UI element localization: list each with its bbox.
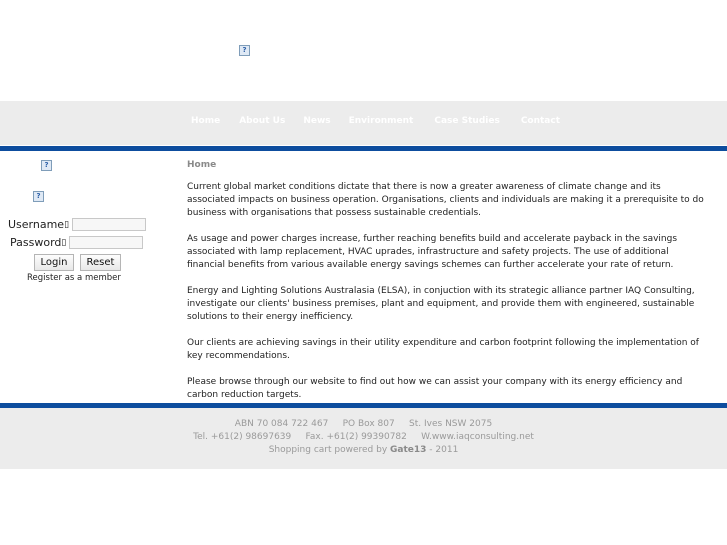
nav-item-case-studies[interactable]: Case Studies: [434, 116, 500, 126]
footer-contact: Tel. +61(2) 98697639 Fax. +61(2) 99390782 W.www.iaqconsulting.net: [193, 432, 534, 442]
footer-address: ABN 70 084 722 467 PO Box 807 St. Ives NSW 2075: [234, 419, 493, 429]
nav-item-environment[interactable]: Environment: [348, 116, 414, 126]
nav-item-about-us[interactable]: About Us: [239, 116, 286, 126]
breadcrumb: Home: [187, 160, 217, 170]
missing-glyph-icon: ▯: [61, 237, 67, 248]
reset-button[interactable]: Reset: [80, 254, 121, 271]
broken-image-icon: ?: [41, 160, 52, 171]
content-paragraph: Please browse through our website to find out how we can assist your company with its energy efficiency and carbon reduction targets.: [187, 377, 683, 400]
footer-credit-prefix: Shopping cart powered by: [268, 445, 391, 455]
missing-glyph-icon: ▯: [64, 219, 70, 230]
register-link[interactable]: Register as a member: [27, 273, 121, 283]
content-paragraph: As usage and power charges increase, further reaching benefits build and accelerate payback in the savings associated with lamp replacement, HVAC uprades, infrastructure and safety projects. The use of additional financial benefits from various available energy savings schemes can further accelerate your rate of return.: [187, 234, 678, 270]
content-paragraph: Energy and Lighting Solutions Australasia (ELSA), in conjuction with its strategic alliance partner IAQ Consulting, investigate our clients' business premises, plant and equipment, and provide them with engineered, sustainable solutions to their energy inefficiency.: [187, 286, 695, 322]
gate13-link[interactable]: Gate13: [390, 445, 427, 455]
broken-image-icon: ?: [239, 45, 250, 56]
password-label: Password: [10, 236, 62, 249]
main-content: [187, 181, 707, 415]
password-input[interactable]: [69, 236, 143, 249]
footer-credit-suffix: - 2011: [426, 445, 459, 455]
login-button[interactable]: Login: [34, 254, 74, 271]
header-divider: [0, 146, 727, 151]
main-nav: [191, 115, 577, 127]
content-paragraph: Current global market conditions dictate that there is now a greater awareness of climate change and its associated impacts on business operation. Organisations, clients and individuals are making it a prerequisite to do business with organisations that possess sustainable credentials.: [187, 182, 704, 218]
password-row: [10, 236, 143, 249]
footer-credit: [0, 445, 727, 455]
broken-image-icon: ?: [33, 191, 44, 202]
nav-item-news[interactable]: News: [303, 116, 331, 126]
nav-item-contact[interactable]: Contact: [520, 116, 561, 126]
username-row: [8, 218, 146, 231]
username-input[interactable]: [72, 218, 146, 231]
nav-item-home[interactable]: Home: [191, 116, 221, 126]
footer: [0, 408, 727, 469]
content-paragraph: Our clients are achieving savings in their utility expenditure and carbon footprint following the implementation of key recommendations.: [187, 338, 699, 361]
username-label: Username: [8, 218, 65, 231]
